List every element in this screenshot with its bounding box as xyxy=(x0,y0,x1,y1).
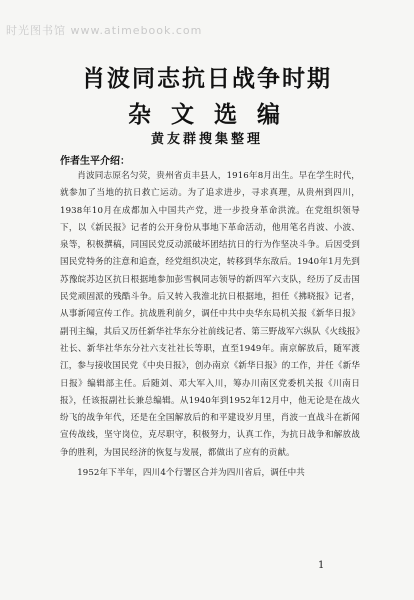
body-text xyxy=(60,168,360,482)
page-subtitle: 杂 文 选 编 xyxy=(127,101,287,128)
paragraph: 1952年下半年，四川4个行署区合并为四川省后，调任中共 xyxy=(77,468,305,479)
editor-line: 黄友群搜集整理 xyxy=(150,132,263,147)
watermark: 时光图书馆 www.atimebook.com xyxy=(6,24,203,37)
bio-heading: 作者生平介绍： xyxy=(60,156,130,167)
page-title: 肖波同志抗日战争时期 xyxy=(82,65,332,92)
paragraph: 肖波同志原名匀荧，贵州省贞丰县人，1916年8月出生。早在学生时代，就参加了当地的抗日救亡运动。为了追求进步，寻求真理，从贵州到四川，1938年10月在成都加入中国共产党，进一步投身革命洪流。在党组织领导下，以《新民报》记者的公开身份从事地下革命活动，他用笔名肖波、小波、泉等，积极撰稿，同国民党反动派破坏团结抗日的行为作坚决斗争。后因受到国民党特务的注意和追查，经党组织决定，转移到华东敌后。1940年1月先到苏豫皖苏边区抗日根据地参加彭雪枫同志领导的新四军六支队，经历了反击国民党顽固派的残酷斗争。后又转入我淮北抗日根据地，担任《拂晓报》记者，从事新闻宣传工作。抗战胜利前夕，调任中共中央华东局机关报《新华日报》副刊主编，其后又历任新华社华东分社前线记者、第三野战军六纵队《火线报》社长、新华社华东分社六支社社长等职，直至1949年。南京解放后，随军渡江，参与接收国民党《中央日报》，创办南京《新华日报》的工作，并任《新华日报》编辑部主任。后随刘、邓大军入川，筹办川南区党委机关报《川南日报》，任该报副社长兼总编辑。从1940年到1952年12月中，他无论是在战火纷飞的战争年代，还是在全国解放后的和平建设岁月里，肖波一直战斗在新闻宣传战线，坚守岗位，克尽职守，积极努力，认真工作，为抗日战争和解放战争的胜利，为国民经济的恢复与发展，都做出了应有的贡献。 xyxy=(60,171,360,458)
page-number: 1 xyxy=(318,560,325,571)
